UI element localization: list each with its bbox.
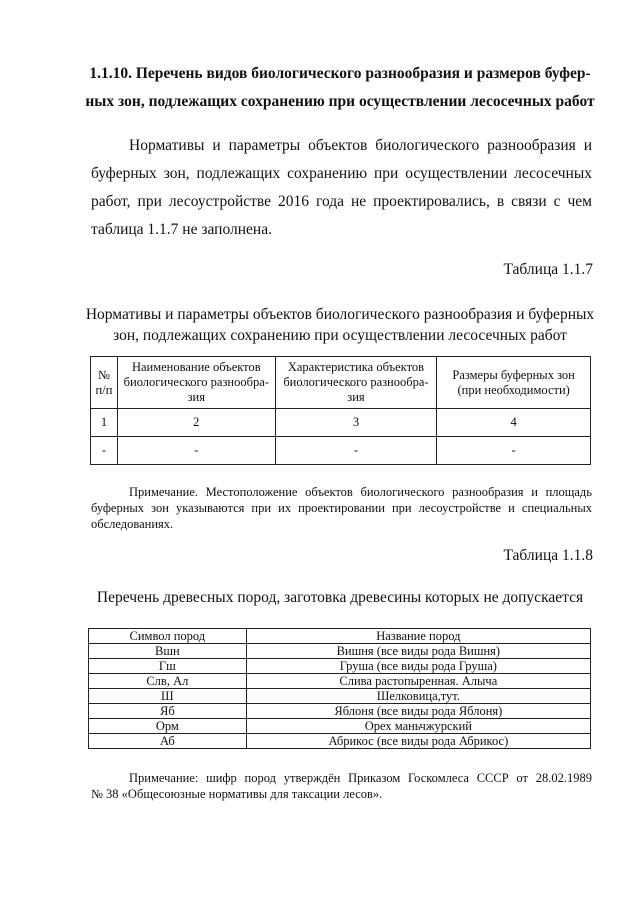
table-cell: Орм bbox=[89, 719, 247, 734]
intro-paragraph bbox=[91, 132, 592, 244]
table-cell: - bbox=[117, 437, 275, 465]
header-cell-object-name: Наименование объектов биологического разнообра-зия bbox=[117, 357, 275, 409]
table-cell: 2 bbox=[117, 409, 275, 437]
table-row bbox=[89, 674, 591, 689]
table-2-title: Перечень древесных пород, заготовка древесины которых не допускается bbox=[96, 589, 584, 606]
table-cell: Вишня (все виды рода Вишня) bbox=[246, 644, 590, 659]
table-2-note bbox=[91, 770, 592, 802]
table-cell: 4 bbox=[437, 409, 591, 437]
header-cell-buffer-size: Размеры буферных зон (при необходимости) bbox=[437, 357, 591, 409]
table-1-title-line: зон, подлежащих сохранению при осуществлении лесосечных работ bbox=[113, 327, 567, 344]
table-cell: Слива растопыренная. Алыча bbox=[246, 674, 590, 689]
biodiversity-table bbox=[90, 356, 591, 465]
section-heading-line: 1.1.10. Перечень видов биологического разнообразия и размеров буфер- bbox=[89, 65, 591, 82]
table-row bbox=[89, 719, 591, 734]
table-cell: - bbox=[275, 437, 437, 465]
table-cell: Ш bbox=[89, 689, 247, 704]
header-cell-species-name: Название пород bbox=[246, 629, 590, 644]
table-cell: Абрикос (все виды рода Абрикос) bbox=[246, 734, 590, 749]
table-row bbox=[89, 644, 591, 659]
table-row bbox=[89, 704, 591, 719]
table-row bbox=[89, 734, 591, 749]
table-cell: Яблоня (все виды рода Яблоня) bbox=[246, 704, 590, 719]
table-2-label: Таблица 1.1.8 bbox=[503, 547, 593, 564]
note-line: буферных зон указываются при их проектировании при лесоустройстве и специальных bbox=[91, 501, 592, 515]
table-header-row bbox=[91, 357, 591, 409]
table-header-row bbox=[89, 629, 591, 644]
table-row bbox=[91, 437, 591, 465]
table-row bbox=[89, 659, 591, 674]
table-cell: Яб bbox=[89, 704, 247, 719]
table-cell: Вшн bbox=[89, 644, 247, 659]
header-cell-number: № п/п bbox=[91, 357, 118, 409]
section-heading bbox=[80, 60, 600, 116]
table-1-title bbox=[80, 304, 600, 346]
note-line: Примечание. Местоположение объектов биологического разнообразия и площадь bbox=[129, 485, 592, 499]
table-row bbox=[91, 409, 591, 437]
table-cell: Груша (все виды рода Груша) bbox=[246, 659, 590, 674]
tree-species-table bbox=[88, 628, 591, 749]
table-cell: - bbox=[437, 437, 591, 465]
table-cell: Аб bbox=[89, 734, 247, 749]
note-line: № 38 «Общесоюзные нормативы для таксации лесов». bbox=[91, 787, 383, 801]
header-cell-species-symbol: Символ пород bbox=[89, 629, 247, 644]
paragraph-line: буферных зон, подлежащих сохранению при осуществлении лесосечных bbox=[91, 165, 592, 182]
header-cell-object-characteristic: Характеристика объектов биологического разнообра-зия bbox=[275, 357, 437, 409]
table-1-note bbox=[91, 484, 592, 532]
table-cell: Орех маньчжурский bbox=[246, 719, 590, 734]
section-heading-line: ных зон, подлежащих сохранению при осуществлении лесосечных работ bbox=[85, 93, 595, 110]
table-cell: Шелковица,тут. bbox=[246, 689, 590, 704]
table-row bbox=[89, 689, 591, 704]
table-1-title-line: Нормативы и параметры объектов биологического разнообразия и буферных bbox=[85, 306, 595, 323]
paragraph-line: таблица 1.1.7 не заполнена. bbox=[91, 221, 272, 238]
note-line: Примечание: шифр пород утверждён Приказом Госкомлеса СССР от 28.02.1989 bbox=[129, 771, 592, 785]
table-cell: - bbox=[91, 437, 118, 465]
table-cell: Гш bbox=[89, 659, 247, 674]
note-line: обследованиях. bbox=[91, 517, 174, 531]
table-1-label: Таблица 1.1.7 bbox=[503, 261, 593, 278]
paragraph-line: Нормативы и параметры объектов биологического разнообразия и bbox=[129, 137, 592, 154]
table-cell: Слв, Ал bbox=[89, 674, 247, 689]
table-cell: 3 bbox=[275, 409, 437, 437]
table-cell: 1 bbox=[91, 409, 118, 437]
paragraph-line: работ, при лесоустройстве 2016 года не проектировались, в связи с чем bbox=[91, 193, 592, 210]
